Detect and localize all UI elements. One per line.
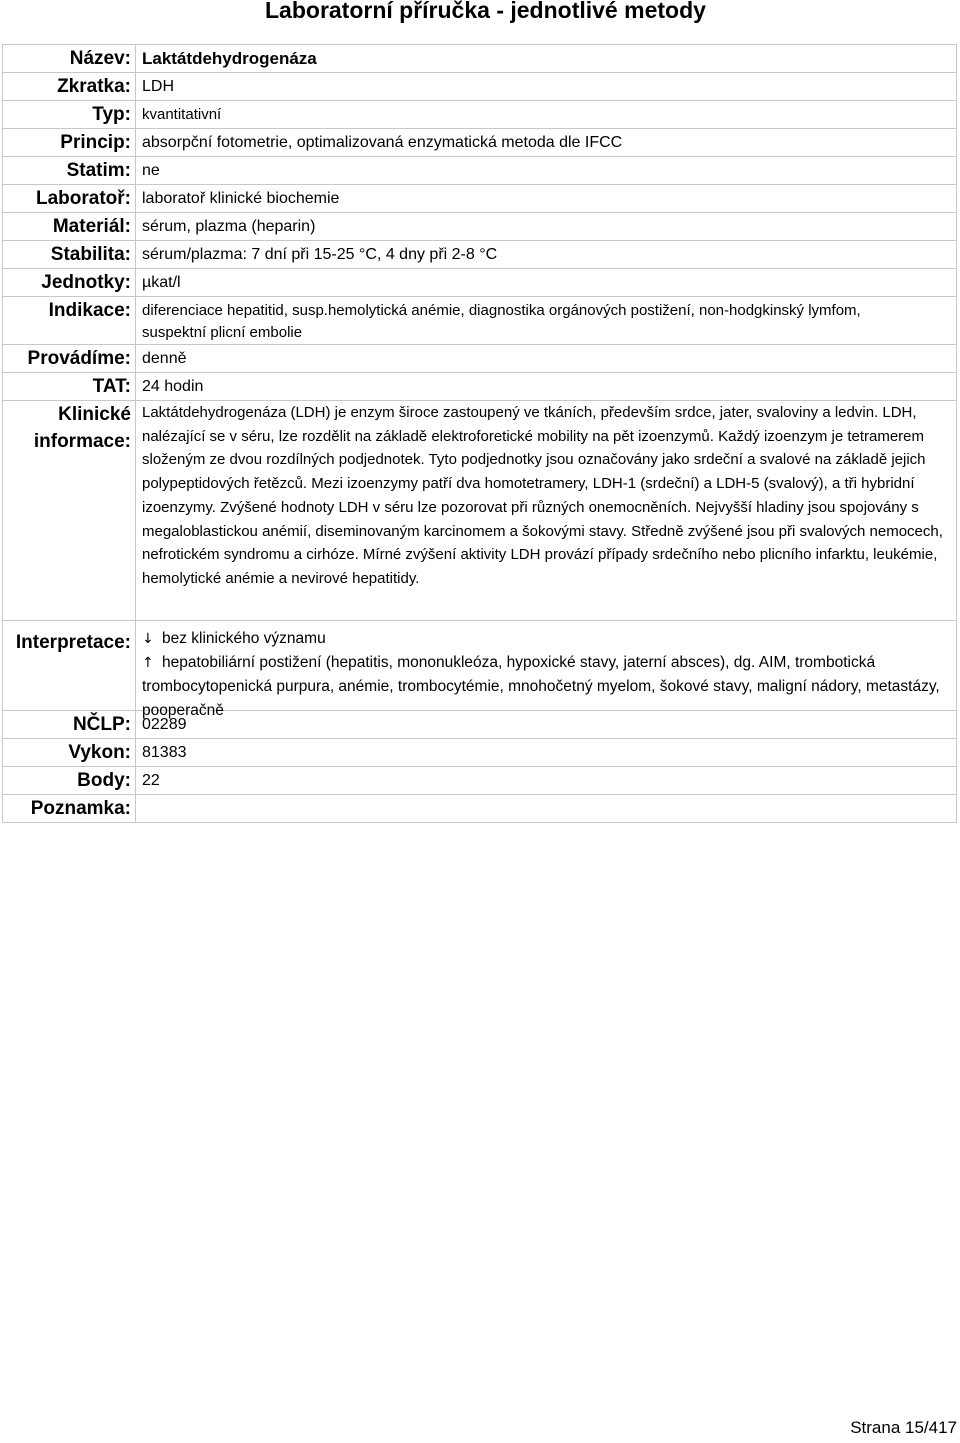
label-princip: Princip: xyxy=(3,129,136,157)
row-zkratka xyxy=(3,73,957,101)
interpretace-high-text: hepatobiliární postižení (hepatitis, mononukleóza, hypoxické stavy, jaterní absces), dg. AIM, trombotická trombocytopenická purpura, anémie, trombocytémie, mnohočetný myelom, šokové stavy, maligní nádory, metastázy, pooperačně xyxy=(142,654,940,719)
label-tat: TAT: xyxy=(3,373,136,401)
row-body xyxy=(3,767,957,795)
row-vykon xyxy=(3,739,957,767)
row-poznamka xyxy=(3,795,957,823)
label-jednotky: Jednotky: xyxy=(3,269,136,297)
value-poznamka xyxy=(136,795,957,823)
arrow-up-icon: ↑ xyxy=(142,655,154,671)
label-indikace: Indikace: xyxy=(3,297,136,345)
label-stabilita: Stabilita: xyxy=(3,241,136,269)
value-interpretace xyxy=(136,621,957,719)
value-typ: kvantitativní xyxy=(136,101,957,129)
label-vykon: Vykon: xyxy=(3,739,136,767)
label-body: Body: xyxy=(3,767,136,795)
indikace-line-2: suspektní plicní embolie xyxy=(142,324,303,341)
label-typ: Typ: xyxy=(3,101,136,129)
page-title: Laboratorní příručka - jednotlivé metody xyxy=(265,0,706,23)
value-statim: ne xyxy=(136,157,957,185)
value-vykon: 81383 xyxy=(136,739,957,767)
klinicke-informace-text: Laktátdehydrogenáza (LDH) je enzym široce zastoupený ve tkáních, především srdce, jater, svaloviny a ledvin. LDH, nalézající se v séru, lze rozdělit na základě elektroforetické mobility na pět izoenzymů. Každý izoenzym je tetramerem složeným ze dvou rozdílných podjednotek. Tyto podjednotky jsou označovány jako srdeční a svalové na základě jejich polypeptidových řetězců. Mezi izoenzymy patří dva homotetramery, LDH-1 (srdeční) a LDH-5 (svalový), a tři hybridní izoenzymy. Zvýšené hodnoty LDH v séru lze pozorovat při různých onemocněních. Nejvyšší hladiny jsou spojovány s megaloblastickou anémií, diseminovaným karcinomem a šokovými stavy. Středně zvýšené jsou při svalových nemocech, nefrotickém syndromu a cirhóze. Mírné zvýšení aktivity LDH provází případy srdečního nebo plicního infarktu, leukémie, hemolytické anémie a nevirové hepatitidy. xyxy=(142,404,943,587)
label-interpretace: Interpretace: xyxy=(3,621,136,711)
value-zkratka: LDH xyxy=(136,73,957,101)
value-jednotky: µkat/l xyxy=(136,269,957,297)
label-nclp: NČLP: xyxy=(3,711,136,739)
value-nazev: Laktátdehydrogenáza xyxy=(136,45,957,73)
row-typ xyxy=(3,101,957,129)
row-statim xyxy=(3,157,957,185)
row-princip xyxy=(3,129,957,157)
value-material: sérum, plazma (heparin) xyxy=(136,213,957,241)
interpretace-low-text: bez klinického významu xyxy=(162,630,326,647)
row-jednotky xyxy=(3,269,957,297)
row-provadime xyxy=(3,345,957,373)
label-provadime: Provádíme: xyxy=(3,345,136,373)
row-nclp xyxy=(3,711,957,739)
label-laborator: Laboratoř: xyxy=(3,185,136,213)
label-poznamka: Poznamka: xyxy=(3,795,136,823)
value-indikace xyxy=(136,297,957,345)
row-nazev xyxy=(3,45,957,73)
label-statim: Statim: xyxy=(3,157,136,185)
label-nazev: Název: xyxy=(3,45,136,73)
page-number: Strana 15/417 xyxy=(850,1418,957,1437)
interpretace-low xyxy=(142,627,956,651)
value-body: 22 xyxy=(136,767,957,795)
indikace-line-1: diferenciace hepatitid, susp.hemolytická anémie, diagnostika orgánových postižení, non-hodgkinský lymfom, xyxy=(142,302,861,319)
row-laborator xyxy=(3,185,957,213)
value-provadime: denně xyxy=(136,345,957,373)
row-tat xyxy=(3,373,957,401)
row-material xyxy=(3,213,957,241)
value-princip: absorpční fotometrie, optimalizovaná enzymatická metoda dle IFCC xyxy=(136,129,957,157)
value-laborator: laboratoř klinické biochemie xyxy=(136,185,957,213)
value-stabilita: sérum/plazma: 7 dní při 15-25 °C, 4 dny při 2-8 °C xyxy=(136,241,957,269)
method-info-table xyxy=(2,44,957,823)
row-klinicke-informace xyxy=(3,401,957,621)
row-indikace xyxy=(3,297,957,345)
value-tat: 24 hodin xyxy=(136,373,957,401)
row-interpretace xyxy=(3,621,957,711)
arrow-down-icon: ↓ xyxy=(142,631,154,647)
label-klinicke-line-1: Klinické xyxy=(58,404,131,425)
value-klinicke-informace xyxy=(136,401,957,621)
label-klinicke-line-2: informace: xyxy=(33,431,131,452)
label-zkratka: Zkratka: xyxy=(3,73,136,101)
value-nclp: 02289 xyxy=(136,711,957,739)
label-klinicke-informace xyxy=(3,401,136,621)
row-stabilita xyxy=(3,241,957,269)
label-material: Materiál: xyxy=(3,213,136,241)
